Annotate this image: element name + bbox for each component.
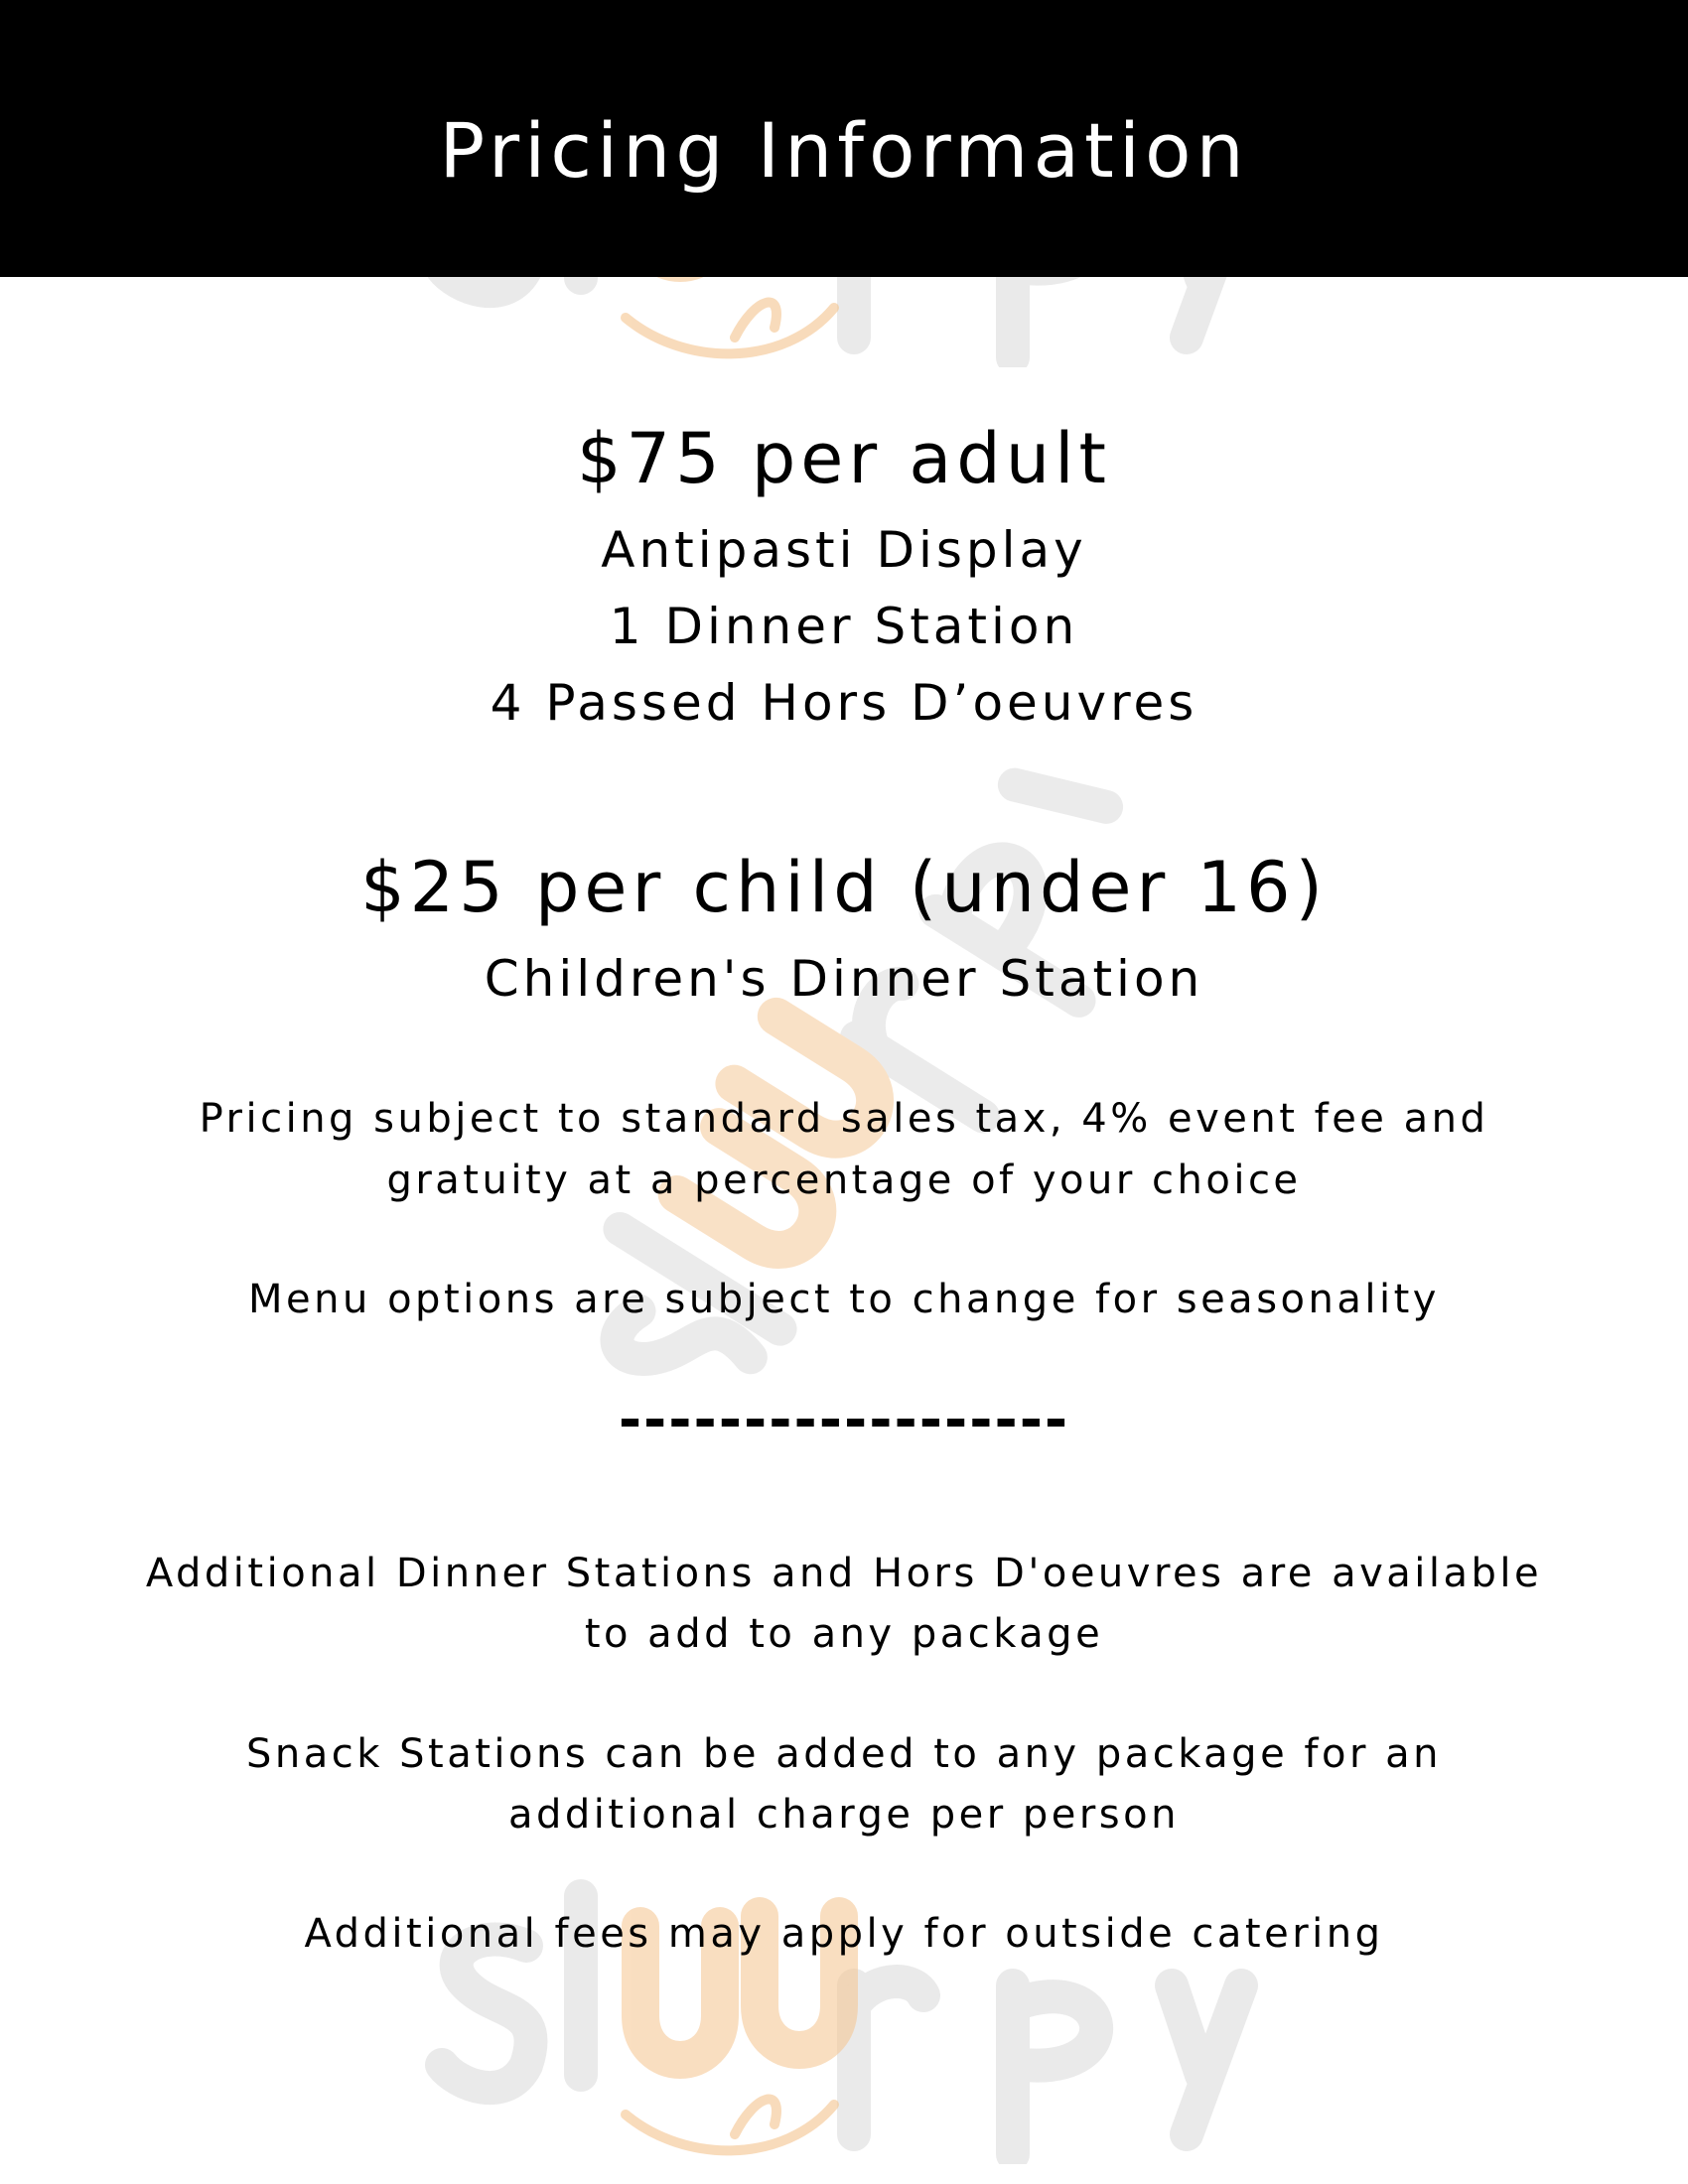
sluurpy-watermark-logo-bottom <box>417 1837 1291 2164</box>
adult-item-antipasti: Antipasti Display <box>601 521 1087 579</box>
snack-stations-note-line-1: Snack Stations can be added to any package for an <box>246 1731 1442 1777</box>
additional-stations-note-line-1: Additional Dinner Stations and Hors D'oeuvres are available <box>145 1551 1543 1596</box>
divider: ------------------ <box>618 1388 1070 1452</box>
page-title: Pricing Information <box>439 106 1249 195</box>
adult-item-dinner-station: 1 Dinner Station <box>609 598 1079 655</box>
seasonality-note: Menu options are subject to change for seasonality <box>248 1277 1440 1322</box>
child-item-dinner-station: Children's Dinner Station <box>484 950 1204 1008</box>
snack-stations-note-line-2: additional charge per person <box>508 1792 1180 1838</box>
adult-price: $75 per adult <box>577 418 1111 499</box>
additional-stations-note-line-2: to add to any package <box>584 1611 1104 1657</box>
tax-note-line-1: Pricing subject to standard sales tax, 4% event fee and <box>199 1096 1489 1142</box>
adult-item-hors-doeuvres: 4 Passed Hors D’oeuvres <box>490 674 1198 732</box>
outside-catering-note: Additional fees may apply for outside catering <box>304 1911 1384 1957</box>
child-price: $25 per child (under 16) <box>360 847 1328 928</box>
tax-note-line-2: gratuity at a percentage of your choice <box>386 1158 1302 1203</box>
